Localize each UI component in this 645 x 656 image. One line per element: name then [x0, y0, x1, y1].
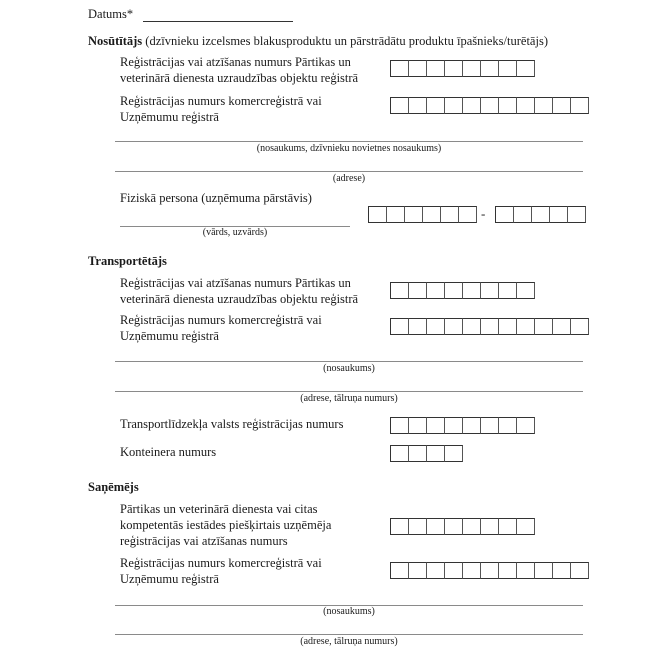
character-box[interactable] [463, 562, 481, 579]
carrier-commercial-label [120, 312, 322, 344]
character-box[interactable] [427, 60, 445, 77]
character-box[interactable] [463, 97, 481, 114]
character-box[interactable] [463, 318, 481, 335]
carrier-food-vet-boxes[interactable] [390, 282, 535, 299]
character-box[interactable] [553, 97, 571, 114]
label-line: Reģistrācijas numurs komercreģistrā vai [120, 313, 322, 327]
character-box[interactable] [463, 417, 481, 434]
receiver-address-caption: (adrese, tālruņa numurs) [300, 636, 398, 647]
character-box[interactable] [409, 562, 427, 579]
character-box[interactable] [423, 206, 441, 223]
label-line: veterinārā dienesta uzraudzības objektu reģistrā [120, 71, 359, 85]
character-box[interactable] [535, 562, 553, 579]
character-box[interactable] [409, 318, 427, 335]
receiver-commercial-boxes[interactable] [390, 562, 589, 579]
character-box[interactable] [427, 318, 445, 335]
label-line: Uzņēmumu reģistrā [120, 329, 219, 343]
character-box[interactable] [427, 518, 445, 535]
character-box[interactable] [499, 60, 517, 77]
receiver-food-vet-boxes[interactable] [390, 518, 535, 535]
date-field[interactable] [143, 21, 293, 22]
character-box[interactable] [514, 206, 532, 223]
label-line: Reģistrācijas numurs komercreģistrā vai [120, 556, 322, 570]
carrier-address-field[interactable] [115, 391, 583, 392]
character-box[interactable] [571, 562, 589, 579]
label-line: Pārtikas un veterinārā dienesta vai citas [120, 502, 318, 516]
sender-address-field[interactable] [115, 171, 583, 172]
character-box[interactable] [481, 97, 499, 114]
character-box[interactable] [409, 445, 427, 462]
character-box[interactable] [409, 97, 427, 114]
sender-commercial-boxes[interactable] [390, 97, 589, 114]
character-box[interactable] [445, 518, 463, 535]
character-box[interactable] [517, 518, 535, 535]
character-box[interactable] [391, 318, 409, 335]
character-box[interactable] [481, 282, 499, 299]
character-box[interactable] [517, 282, 535, 299]
carrier-heading [88, 254, 167, 269]
character-box[interactable] [405, 206, 423, 223]
character-box[interactable] [391, 445, 409, 462]
receiver-address-field[interactable] [115, 634, 583, 635]
character-box[interactable] [550, 206, 568, 223]
label-line: Reģistrācijas vai atzīšanas numurs Pārtikas un [120, 276, 351, 290]
sender-food-vet-boxes[interactable] [390, 60, 535, 77]
personal-code-boxes-a[interactable] [368, 206, 477, 223]
label-line: Uzņēmumu reģistrā [120, 572, 219, 586]
character-box[interactable] [571, 97, 589, 114]
character-box[interactable] [571, 318, 589, 335]
container-boxes[interactable] [390, 445, 463, 462]
sender-person-label: Fiziskā persona (uzņēmuma pārstāvis) [120, 191, 312, 205]
sender-heading [88, 34, 548, 49]
character-box[interactable] [499, 282, 517, 299]
carrier-address-caption: (adrese, tālruņa numurs) [300, 393, 398, 404]
character-box[interactable] [463, 60, 481, 77]
character-box[interactable] [499, 318, 517, 335]
character-box[interactable] [391, 518, 409, 535]
label-line: reģistrācijas vai atzīšanas numurs [120, 534, 288, 548]
sender-name-caption: (nosaukums, dzīvnieku novietnes nosaukums) [256, 143, 442, 154]
carrier-name-field[interactable] [115, 361, 583, 362]
label-line: Reģistrācijas numurs komercreģistrā vai [120, 94, 322, 108]
date-label: Datums* [88, 7, 134, 21]
character-box[interactable] [463, 282, 481, 299]
character-box[interactable] [459, 206, 477, 223]
character-box[interactable] [387, 206, 405, 223]
sender-person-caption: (vārds, uzvārds) [202, 227, 268, 238]
character-box[interactable] [445, 417, 463, 434]
character-box[interactable] [496, 206, 514, 223]
character-box[interactable] [369, 206, 387, 223]
character-box[interactable] [445, 562, 463, 579]
carrier-heading-title: Transportētājs [88, 254, 167, 268]
character-box[interactable] [481, 417, 499, 434]
character-box[interactable] [445, 318, 463, 335]
character-box[interactable] [517, 60, 535, 77]
sender-name-field[interactable] [115, 141, 583, 142]
character-box[interactable] [481, 518, 499, 535]
receiver-commercial-label [120, 555, 322, 587]
character-box[interactable] [517, 562, 535, 579]
carrier-food-vet-label [120, 275, 358, 307]
receiver-heading [88, 480, 139, 495]
character-box[interactable] [532, 206, 550, 223]
vehicle-reg-label: Transportlīdzekļa valsts reģistrācijas numurs [120, 417, 344, 431]
character-box[interactable] [499, 518, 517, 535]
character-box[interactable] [463, 518, 481, 535]
character-box[interactable] [481, 318, 499, 335]
character-box[interactable] [481, 60, 499, 77]
carrier-commercial-boxes[interactable] [390, 318, 589, 335]
sender-heading-note: (dzīvnieku izcelsmes blakusproduktu un pārstrādātu produktu īpašnieks/turētājs) [142, 34, 548, 48]
character-box[interactable] [481, 562, 499, 579]
character-box[interactable] [568, 206, 586, 223]
label-line: Uzņēmumu reģistrā [120, 110, 219, 124]
character-box[interactable] [499, 562, 517, 579]
label-line: kompetentās iestādes piešķirtais uzņēmēja [120, 518, 332, 532]
sender-food-vet-label [120, 54, 358, 86]
character-box[interactable] [391, 60, 409, 77]
vehicle-reg-boxes[interactable] [390, 417, 535, 434]
character-box[interactable] [445, 60, 463, 77]
receiver-name-caption: (nosaukums) [323, 606, 375, 617]
character-box[interactable] [409, 282, 427, 299]
sender-commercial-label [120, 93, 322, 125]
sender-heading-title: Nosūtītājs [88, 34, 143, 48]
label-line: veterinārā dienesta uzraudzības objektu reģistrā [120, 292, 359, 306]
character-box[interactable] [427, 445, 445, 462]
character-box[interactable] [553, 562, 571, 579]
character-box[interactable] [391, 282, 409, 299]
character-box[interactable] [499, 97, 517, 114]
character-box[interactable] [409, 417, 427, 434]
sender-address-caption: (adrese) [332, 173, 366, 184]
character-box[interactable] [445, 445, 463, 462]
character-box[interactable] [409, 60, 427, 77]
character-box[interactable] [445, 282, 463, 299]
character-box[interactable] [517, 318, 535, 335]
character-box[interactable] [445, 97, 463, 114]
container-label: Konteinera numurs [120, 445, 217, 459]
character-box[interactable] [427, 282, 445, 299]
character-box[interactable] [517, 417, 535, 434]
receiver-food-vet-label [120, 501, 331, 549]
label-line: Reģistrācijas vai atzīšanas numurs Pārtikas un [120, 55, 351, 69]
personal-code-separator: - [481, 206, 486, 221]
carrier-name-caption: (nosaukums) [323, 363, 375, 374]
character-box[interactable] [409, 518, 427, 535]
character-box[interactable] [391, 562, 409, 579]
character-box[interactable] [427, 417, 445, 434]
character-box[interactable] [427, 562, 445, 579]
character-box[interactable] [517, 97, 535, 114]
character-box[interactable] [427, 97, 445, 114]
character-box[interactable] [499, 417, 517, 434]
character-box[interactable] [391, 417, 409, 434]
receiver-heading-title: Saņēmējs [88, 480, 139, 494]
character-box[interactable] [535, 318, 553, 335]
character-box[interactable] [391, 97, 409, 114]
character-box[interactable] [535, 97, 553, 114]
character-box[interactable] [553, 318, 571, 335]
personal-code-boxes-b[interactable] [495, 206, 586, 223]
character-box[interactable] [441, 206, 459, 223]
